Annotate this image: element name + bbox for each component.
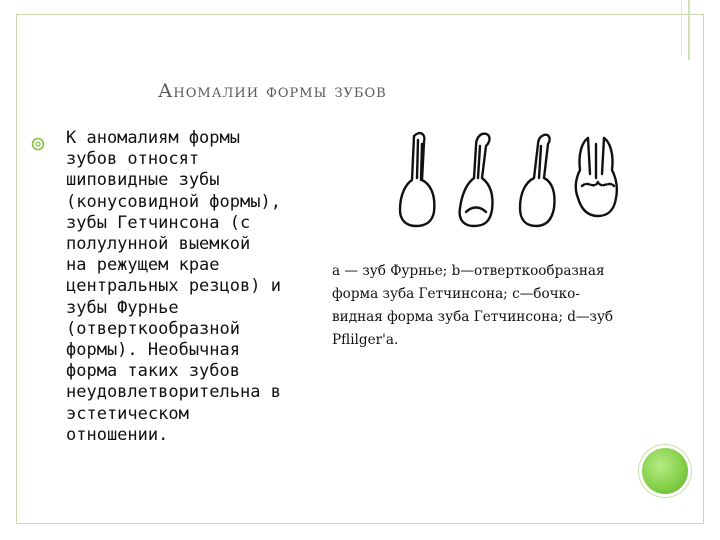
tooth-d-figure	[576, 138, 617, 216]
tooth-a-figure	[400, 133, 434, 226]
decorative-green-circle	[642, 448, 688, 494]
tooth-b-figure	[460, 134, 493, 226]
decorative-line-thin	[681, 0, 682, 56]
slide-title: Аномалии формы зубов	[158, 80, 387, 102]
bullet-circle-icon	[30, 136, 46, 152]
tooth-c-figure	[520, 135, 555, 226]
figure-caption: а — зуб Фурнье; b—отверткообразная форма зуба Гетчинсона; с—бочко- видная форма зуба Гетчинсона; d—зуб Pflilger'a.	[332, 263, 614, 348]
slide-body-text: К аномалиям формы зубов относят шиповидные зубы (конусовидной формы), зубы Гетчинсона (с полулунной выемкой на режущем крае центральных резцов) и зубы Фурнье (отверткообразной формы). Необычная форма таких зубов неудовлетворительна в эстетическом отношении.	[66, 128, 281, 445]
decorative-line	[688, 0, 690, 60]
tooth-anomalies-illustration	[392, 128, 632, 238]
